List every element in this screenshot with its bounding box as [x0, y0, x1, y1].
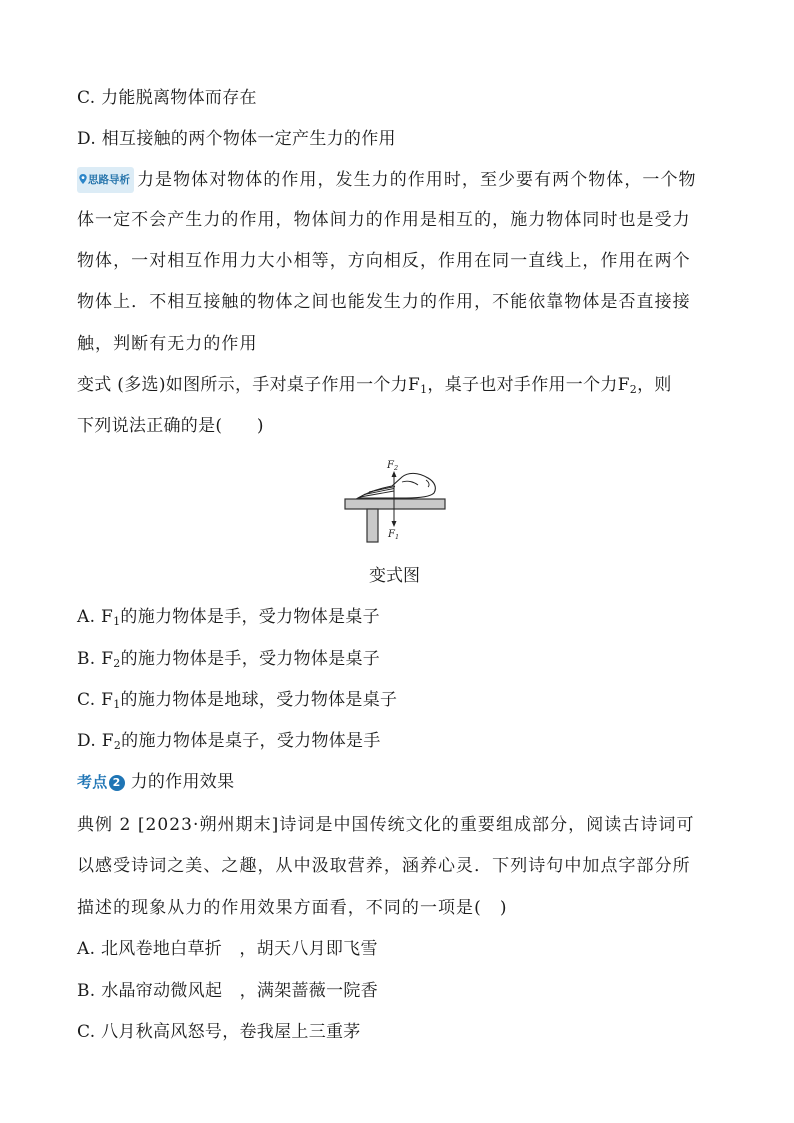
- kaodian-number-badge: 2: [109, 775, 125, 791]
- location-pin-icon: [79, 174, 87, 184]
- variant-option-b: [77, 648, 380, 670]
- variant-option-c: [77, 689, 397, 711]
- figure-caption: 变式图: [369, 566, 420, 586]
- analysis-line-4: 物体上．不相互接触的物体之间也能发生力的作用，不能依靠物体是否直接接: [77, 292, 691, 312]
- option-text: 的施力物体是手，受力物体是桌子: [120, 649, 381, 669]
- analysis-line-3: 物体，一对相互作用力大小相等，方向相反，作用在同一直线上，作用在两个: [77, 251, 691, 271]
- variant-text-c: ，则: [637, 375, 672, 395]
- hand-on-table-figure: [342, 458, 448, 544]
- option-text: 的施力物体是地球，受力物体是桌子: [120, 690, 398, 710]
- analysis-tag: [77, 167, 134, 193]
- example2-line-1: 典例 2 [2023·朔州期末]诗词是中国传统文化的重要组成部分，阅读古诗词可: [77, 815, 695, 835]
- example2-line-2: 以感受诗词之美、之趣，从中汲取营养，涵养心灵．下列诗句中加点字部分所: [77, 856, 691, 876]
- kaodian-title: 力的作用效果: [130, 772, 235, 792]
- analysis-line-5: 触，判断有无力的作用: [77, 334, 258, 354]
- kaodian-label: 考点: [77, 773, 108, 791]
- option-prefix: D. F: [77, 731, 114, 751]
- option-subscript: 2: [113, 739, 122, 752]
- hand-icon: [358, 473, 435, 498]
- example2-option-a: A. 北风卷地白草折 ，胡天八月即飞雪: [77, 939, 378, 959]
- option-text: 的施力物体是手，受力物体是桌子: [120, 607, 380, 627]
- option-subscript: 2: [113, 657, 121, 670]
- option-text: 的施力物体是桌子，受力物体是手: [121, 731, 381, 751]
- variant-option-a: [77, 606, 380, 628]
- example2-line-3: 描述的现象从力的作用效果方面看，不同的一项是( ): [77, 898, 508, 918]
- option-prefix: B. F: [77, 649, 114, 669]
- analysis-line-2: 体一定不会产生力的作用，物体间力的作用是相互的，施力物体同时也是受力: [77, 210, 691, 230]
- f1-label: $F_1$: [388, 529, 400, 541]
- variant-sub-1: 1: [420, 383, 428, 396]
- option-subscript: 1: [113, 698, 121, 711]
- analysis-line-1: [77, 169, 697, 195]
- analysis-text: 力是物体对物体的作用，发生力的作用时，至少要有两个物体，一个物: [137, 170, 697, 190]
- variant-option-d: [77, 730, 381, 752]
- variant-text-a: 变式 (多选)如图所示，手对桌子作用一个力F: [77, 375, 421, 395]
- f2-label: $F_2$: [387, 460, 399, 472]
- variant-line-2: 下列说法正确的是( ): [77, 416, 264, 436]
- variant-line-1: [77, 374, 672, 396]
- option-prefix: A. F: [77, 607, 114, 627]
- option-subscript: 1: [113, 615, 121, 628]
- variant-sub-2: 2: [629, 383, 638, 396]
- variant-text-b: ，桌子也对手作用一个力F: [427, 375, 630, 395]
- option-d: D. 相互接触的两个物体一定产生力的作用: [77, 129, 396, 149]
- example2-option-b: B. 水晶帘动微风起 ，满架蔷薇一院香: [77, 981, 378, 1001]
- option-prefix: C. F: [77, 690, 114, 710]
- option-c: C. 力能脱离物体而存在: [77, 88, 257, 108]
- kaodian-heading: [77, 771, 234, 793]
- analysis-tag-text: 思路导析: [88, 174, 130, 186]
- example2-option-c: C. 八月秋高风怒号，卷我屋上三重茅: [77, 1022, 361, 1042]
